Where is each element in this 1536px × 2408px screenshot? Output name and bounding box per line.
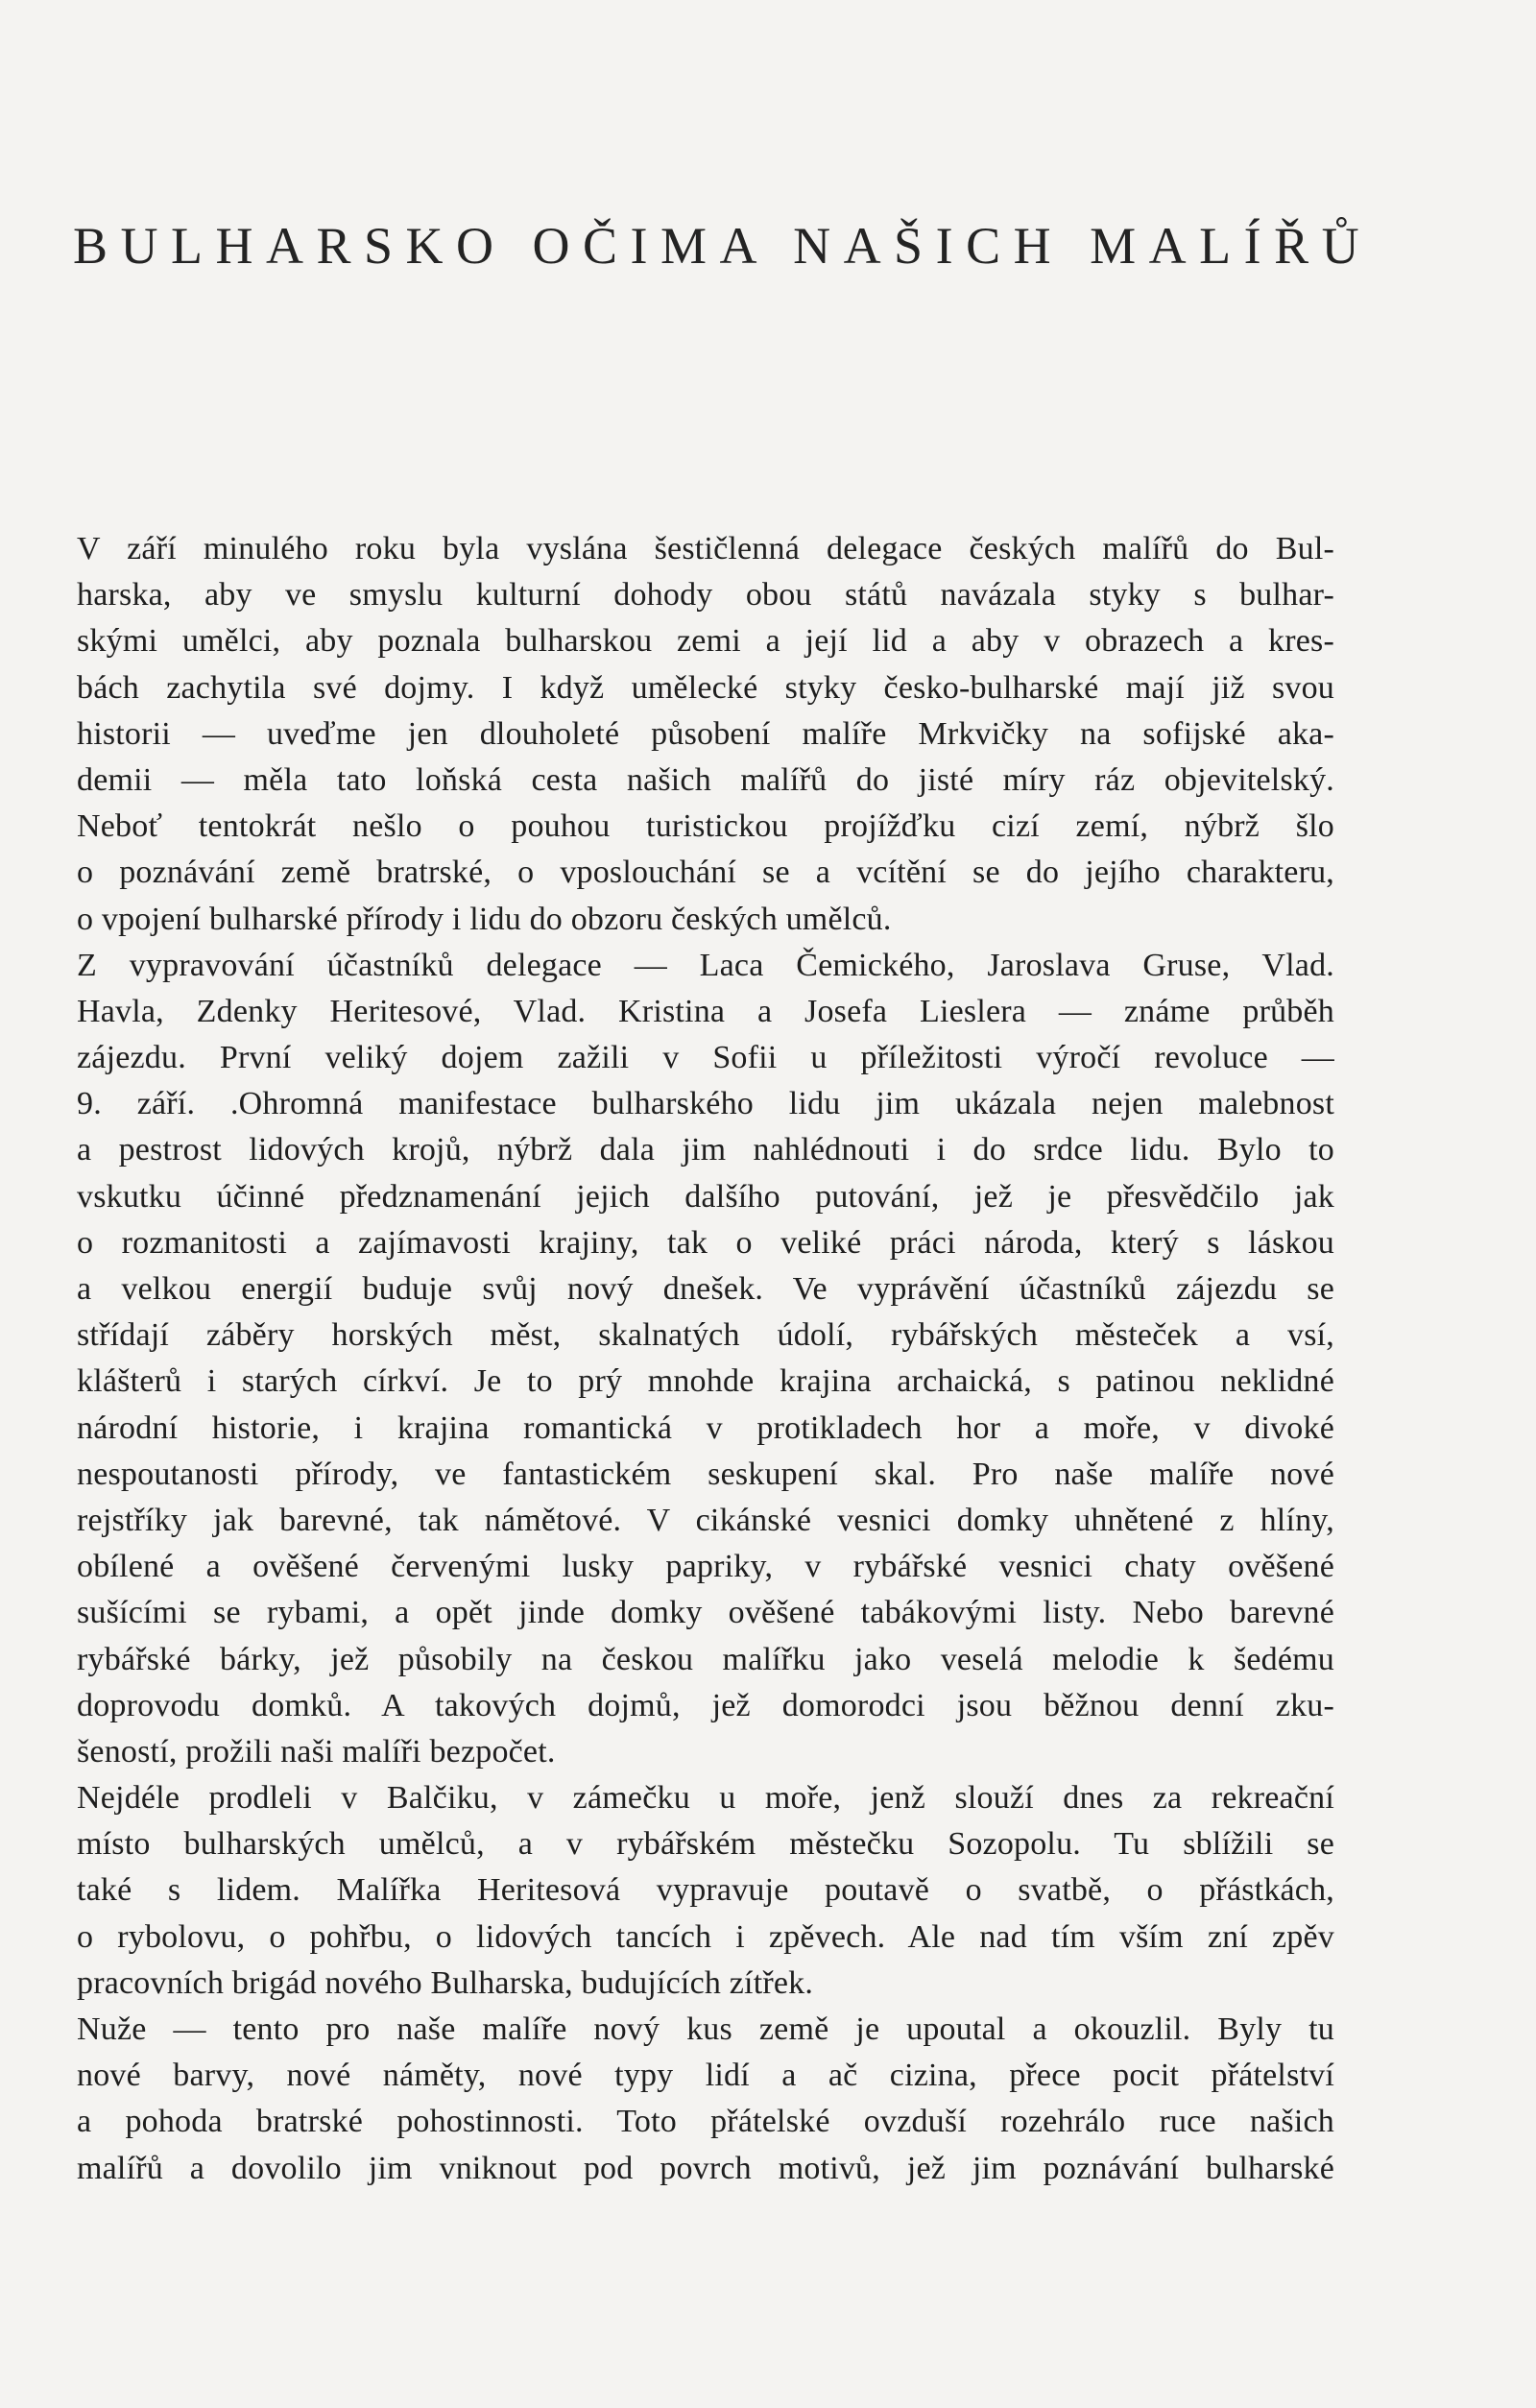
text-line: také s lidem. Malířka Heritesová vypravuje poutavě o svatbě, o přástkách,	[77, 1872, 1334, 1909]
text-line: o rozmanitosti a zajímavosti krajiny, tak o veliké práci národa, který s láskou	[77, 1224, 1334, 1261]
text-line: Z vypravování účastníků delegace — Laca Čemického, Jaroslava Gruse, Vlad.	[77, 947, 1334, 983]
page-title: BULHARSKO OČIMA NAŠICH MALÍŘŮ	[73, 217, 1373, 275]
text-line: a pestrost lidových krojů, nýbrž dala jim nahlédnouti i do srdce lidu. Bylo to	[77, 1132, 1334, 1168]
text-line: a velkou energií buduje svůj nový dnešek. Ve vyprávění účastníků zájezdu se	[77, 1271, 1334, 1307]
text-line: pracovních brigád nového Bulharska, budujících zítřek.	[77, 1964, 814, 2001]
text-line: Havla, Zdenky Heritesové, Vlad. Kristina a Josefa Lieslera — známe průběh	[77, 993, 1334, 1029]
text-line: místo bulharských umělců, a v rybářském městečku Sozopolu. Tu sblížili se	[77, 1826, 1334, 1863]
text-line: vskutku účinné předznamenání jejich dalšího putování, jež je přesvědčilo jak	[77, 1178, 1334, 1215]
text-line: malířů a dovolilo jim vniknout pod povrch motivů, jež jim poznávání bulharské	[77, 2150, 1334, 2186]
text-line: sušícími se rybami, a opět jinde domky ověšené tabákovými listy. Nebo barevné	[77, 1595, 1334, 1631]
text-line: Nuže — tento pro naše malíře nový kus země je upoutal a okouzlil. Byly tu	[77, 2011, 1334, 2047]
text-line: harska, aby ve smyslu kulturní dohody obou států navázala styky s bulhar-	[77, 577, 1334, 614]
text-line: rejstříky jak barevné, tak námětové. V cikánské vesnici domky uhnětené z hlíny,	[77, 1502, 1334, 1538]
text-line: bách zachytila své dojmy. I když umělecké styky česko-bulharské mají již svou	[77, 669, 1334, 706]
text-line: doprovodu domků. A takových dojmů, jež domorodci jsou běžnou denní zku-	[77, 1687, 1334, 1723]
text-line: demii — měla tato loňská cesta našich malířů do jisté míry ráz objevitelský.	[77, 761, 1334, 798]
text-line: zájezdu. První veliký dojem zažili v Sofii u příležitosti výročí revoluce —	[77, 1040, 1334, 1076]
text-line: Nejdéle prodleli v Balčiku, v zámečku u moře, jenž slouží dnes za rekreační	[77, 1780, 1334, 1817]
text-line: o poznávání země bratrské, o vposlouchání se a vcítění se do jejího charakteru,	[77, 855, 1334, 891]
text-line: nové barvy, nové náměty, nové typy lidí a ač cizina, přece pocit přátelství	[77, 2058, 1334, 2094]
text-line: o rybolovu, o pohřbu, o lidových tancích i zpěvech. Ale nad tím vším zní zpěv	[77, 1918, 1334, 1955]
text-line: obílené a ověšené červenými lusky papriky, v rybářské vesnici chaty ověšené	[77, 1549, 1334, 1585]
text-line: národní historie, i krajina romantická v protikladech hor a moře, v divoké	[77, 1409, 1334, 1446]
text-line: V září minulého roku byla vyslána šestičlenná delegace českých malířů do Bul-	[77, 531, 1334, 566]
text-line: 9. září. .Ohromná manifestace bulharského lidu jim ukázala nejen malebnost	[77, 1086, 1334, 1122]
text-line: šeností, prožili naši malíři bezpočet.	[77, 1733, 556, 1770]
article-body	[77, 526, 1334, 2192]
text-line: historii — uveďme jen dlouholeté působení malíře Mrkvičky na sofijské aka-	[77, 715, 1334, 752]
text-line: a pohoda bratrské pohostinnosti. Toto přátelské ovzduší rozehrálo ruce našich	[77, 2104, 1334, 2140]
text-line: střídají záběry horských měst, skalnatých údolí, rybářských městeček a vsí,	[77, 1317, 1334, 1354]
text-line: o vpojení bulharské přírody i lidu do obzoru českých umělců.	[77, 901, 892, 937]
text-line: klášterů i starých církví. Je to prý mnohde krajina archaická, s patinou neklidné	[77, 1363, 1334, 1400]
text-line: Neboť tentokrát nešlo o pouhou turistickou projížďku cizí zemí, nýbrž šlo	[77, 808, 1334, 845]
text-line: nespoutanosti přírody, ve fantastickém seskupení skal. Pro naše malíře nové	[77, 1456, 1334, 1492]
text-line: rybářské bárky, jež působily na českou malířku jako veselá melodie k šedému	[77, 1641, 1334, 1677]
text-line: skými umělci, aby poznala bulharskou zemi a její lid a aby v obrazech a kres-	[77, 623, 1334, 660]
